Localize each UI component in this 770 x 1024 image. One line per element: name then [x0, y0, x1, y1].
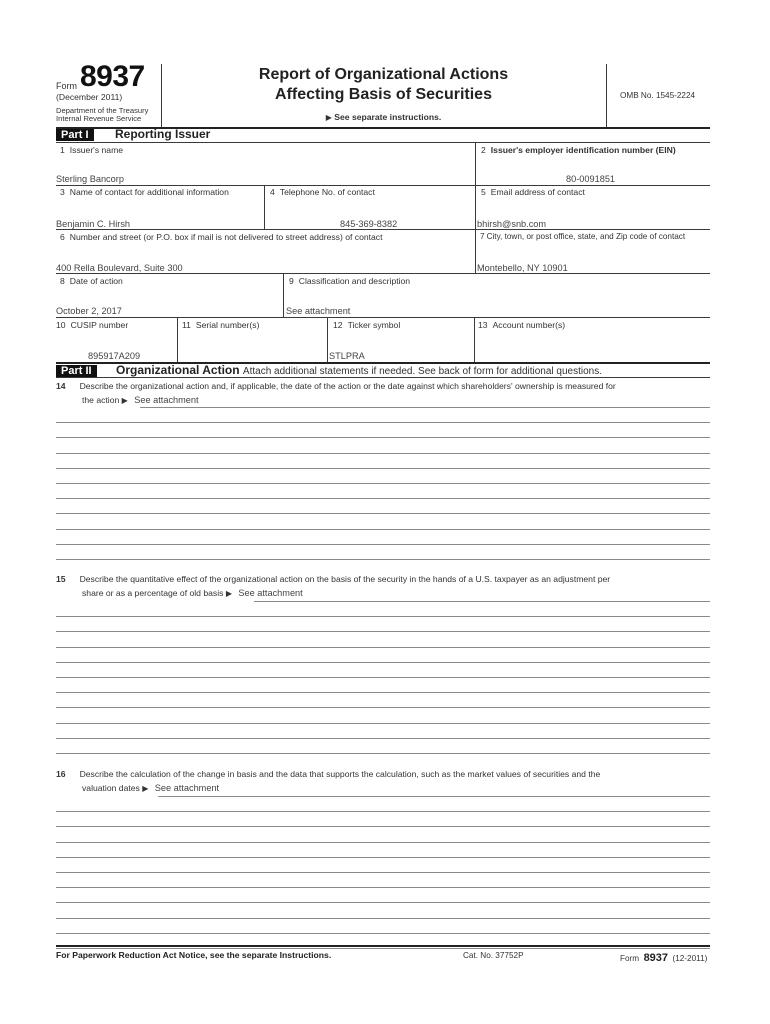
date-of-action-value[interactable]: October 2, 2017	[56, 306, 122, 316]
answer-line[interactable]	[56, 483, 710, 484]
answer-line[interactable]	[56, 692, 710, 693]
field4-label: 4 Telephone No. of contact	[270, 187, 375, 197]
part2-description: Attach additional statements if needed. See back of form for additional questions.	[242, 366, 603, 377]
telephone-value[interactable]: 845-369-8382	[340, 219, 398, 229]
q14-text: 14 Describe the organizational action and, if applicable, the date of the action or the date against which shareholders' ownership is measured for the action ▶ See attachment	[56, 381, 616, 405]
field2-label: 2 Issuer's employer identification number (EIN)	[481, 145, 676, 155]
answer-line[interactable]	[56, 707, 710, 708]
part2-tag: Part II	[56, 365, 97, 377]
answer-line[interactable]	[254, 601, 710, 602]
part1-tag: Part I	[56, 129, 94, 141]
field1-label: 1 Issuer's name	[60, 145, 124, 155]
answer-line[interactable]	[56, 811, 710, 812]
catalog-number: Cat. No. 37752P	[463, 951, 524, 960]
field11-label: 11 Serial number(s)	[182, 320, 260, 330]
field6-label: 6 Number and street (or P.O. box if mail is not delivered to street address) of contact	[60, 232, 383, 242]
omb-number: OMB No. 1545-2224	[620, 91, 696, 100]
answer-line[interactable]	[56, 887, 710, 888]
answer-line[interactable]	[56, 902, 710, 903]
answer-line[interactable]	[56, 616, 710, 617]
form-header	[0, 0, 770, 128]
answer-line[interactable]	[56, 753, 710, 754]
answer-line[interactable]	[56, 498, 710, 499]
q14-answer[interactable]: See attachment	[134, 395, 199, 405]
answer-line[interactable]	[140, 407, 710, 408]
answer-line[interactable]	[56, 826, 710, 827]
answer-line[interactable]	[56, 918, 710, 919]
answer-line[interactable]	[56, 513, 710, 514]
field5-label: 5 Email address of contact	[481, 187, 585, 197]
form-number: 8937	[80, 60, 145, 93]
contact-name-value[interactable]: Benjamin C. Hirsh	[56, 219, 131, 229]
answer-line[interactable]	[56, 529, 710, 530]
issuer-name-value[interactable]: Sterling Bancorp	[56, 174, 124, 184]
arrow-icon: ▶	[142, 784, 149, 793]
service: Internal Revenue Service	[56, 114, 142, 123]
city-value[interactable]: Montebello, NY 10901	[477, 263, 568, 273]
field7-label: 7 City, town, or post office, state, and Zip code of contact	[480, 232, 686, 241]
part2-heading: Organizational Action	[116, 363, 240, 377]
arrow-icon: ▶	[225, 589, 232, 598]
answer-line[interactable]	[56, 422, 710, 423]
field8-label: 8 Date of action	[60, 276, 123, 286]
field13-label: 13 Account number(s)	[478, 320, 566, 330]
answer-line[interactable]	[158, 796, 710, 797]
q16-text: 16 Describe the calculation of the change in basis and the data that supports the calculation, such as the market values of securities and the valuation dates ▶ See attachment	[56, 769, 601, 793]
answer-line[interactable]	[56, 842, 710, 843]
q15-text: 15 Describe the quantitative effect of the organizational action on the basis of the security in the hands of a U.S. taxpayer as an adjustment per share or as a percentage of old basis ▶ See attachment	[56, 574, 611, 598]
answer-line[interactable]	[56, 662, 710, 663]
arrow-icon: ▶	[325, 113, 332, 122]
answer-line[interactable]	[56, 647, 710, 648]
answer-line[interactable]	[56, 559, 710, 560]
answer-line[interactable]	[56, 872, 710, 873]
email-value[interactable]: bhirsh@snb.com	[477, 219, 547, 229]
answer-line[interactable]	[56, 631, 710, 632]
part2-title	[116, 363, 602, 377]
footer-form-id: Form 8937 (12-2011)	[620, 952, 708, 964]
form-word: Form	[56, 81, 77, 91]
answer-line[interactable]	[56, 857, 710, 858]
form-title-line2: Affecting Basis of Securities	[275, 86, 492, 103]
answer-line[interactable]	[56, 544, 710, 545]
q15-answer[interactable]: See attachment	[238, 588, 303, 598]
classification-value[interactable]: See attachment	[286, 306, 351, 316]
part1-title: Reporting Issuer	[115, 127, 211, 141]
arrow-icon: ▶	[121, 396, 128, 405]
answer-line[interactable]	[56, 933, 710, 934]
street-value[interactable]: 400 Rella Boulevard, Suite 300	[56, 263, 183, 273]
ein-value[interactable]: 80-0091851	[566, 174, 616, 184]
field3-label: 3 Name of contact for additional information	[60, 187, 229, 197]
answer-line[interactable]	[56, 468, 710, 469]
ticker-value[interactable]: STLPRA	[329, 351, 365, 361]
q16-answer[interactable]: See attachment	[154, 783, 220, 793]
answer-line[interactable]	[56, 723, 710, 724]
field9-label: 9 Classification and description	[289, 276, 411, 286]
field10-label: 10 CUSIP number	[56, 320, 129, 330]
field12-label: 12 Ticker symbol	[333, 320, 401, 330]
form-revision: (December 2011)	[56, 92, 123, 102]
answer-line[interactable]	[56, 948, 710, 949]
department: Department of the Treasury	[56, 106, 149, 115]
answer-line[interactable]	[56, 738, 710, 739]
answer-line[interactable]	[56, 437, 710, 438]
instructions-note: See separate instructions.	[334, 112, 442, 122]
answer-line[interactable]	[56, 677, 710, 678]
cusip-value[interactable]: 895917A209	[88, 351, 141, 361]
answer-line[interactable]	[56, 453, 710, 454]
form-title-line1: Report of Organizational Actions	[258, 66, 509, 83]
paperwork-notice: For Paperwork Reduction Act Notice, see the separate Instructions.	[56, 950, 332, 960]
